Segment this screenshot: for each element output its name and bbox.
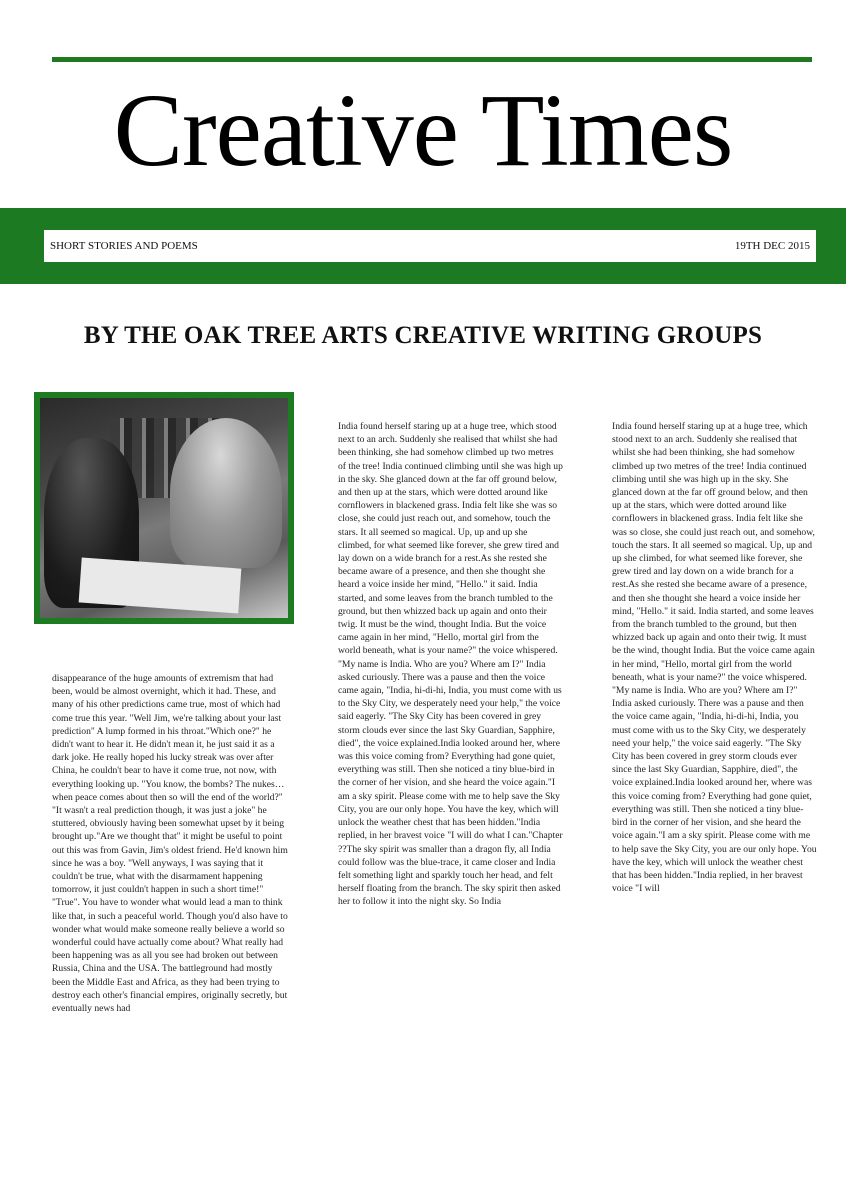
masthead-top-rule [52, 57, 812, 62]
story-column-1: disappearance of the huge amounts of extremism that had been, would be almost overnight, which it had. These, and many of his other predictions came true, most of which had come true this year. "Well Jim, we're talking about your last prediction" A lump formed in his throat."Which one?" he didn't want to hear it. He didn't mean it, he just said it as a dark joke. He really hoped his lucky streak was over after China, he couldn't bear to have it come true, not now, with everything looking up. "You know, the bombs? The nukes… when peace comes about then so will the end of the world?" "It wasn't a real prediction though, it was just a joke" he stuttered, obviously having been somewhat upset by it being brought up."Are we thought that" it might be useful to point out this was from Gavin, Jim's oldest friend. He'd known him since he was a boy. "Well anyways, I was saying that it couldn't be true, what with the disarmament happening tomorrow, it just couldn't happen in such a short time!" "True". You have to wonder what would lead a man to think like that, in such a peaceful world. Though you'd also have to wonder what would make someone really believe a world so wonderful could have actually come about? What really had been happening was as all you see had broken out between Russia, China and the USA. The battleground had mostly been the Middle East and Africa, as they had been trying to destroy each other's financial empires, originally secretly, but eventually news had [52, 673, 288, 1015]
masthead-band [0, 208, 846, 284]
story-column-2: India found herself staring up at a huge tree, which stood next to an arch. Suddenly she realised that whilst she had been thinking, she had somehow climbed up two metres of the tree! India continued climbing until she was high up in the sky. She glanced down at the far off ground below, and then up at the stars, which were dotted around like cornflowers in blackened grass. India felt like she was so close, she could just reach out, and somehow, touch the stars. It all seemed so magical. Up, up and up she climbed, for what seemed like forever, she grew tired and lay down on a wide branch for a rest.As she rested she became aware of a presence, and then she thought she heard a voice inside her mind, "Hello." it said. India started, and some leaves from the branch tumbled to the ground, but then whizzed back up again and onto their twig. It must be the wind, thought India. But the voice came again in her mind, "Hello, mortal girl from the world beneath, what is your name?" the voice whispered. "My name is India. Who are you? Where am I?" India asked curiously. There was a pause and then the voice came again, "India, hi-di-hi, India, you must come with us to the Sky City, we desperately need your help," the voice said eagerly. "The Sky City has been covered in grey storm clouds ever since the last Sky Guardian, Sapphire, died", the voice explained.India looked around her, where was this voice coming from? Everything had gone quiet, everything was still. Then she noticed a tiny blue-bird in the corner of her vision, and she heard the voice again."I am a sky spirit. Please come with me to help save the Sky City, you are our only hope. You have the key, which will unlock the weather chest that has been hidden."India replied, in her bravest voice "I will do what I can."Chapter ??The sky spirit was smaller than a dragon fly, all India could follow was the blue-trace, it came closer and India felt something light and sparkly touch her head, and felt herself floating from the branch. The sky spirit then asked her to follow it into the night sky. So India [338, 421, 563, 908]
masthead-info-strip [44, 230, 816, 262]
section-label: SHORT STORIES AND POEMS [50, 240, 198, 252]
story-column-3: India found herself staring up at a huge tree, which stood next to an arch. Suddenly she realised that whilst she had been thinking, she had somehow climbed up two metres of the tree! India continued climbing until she was high up in the sky. She glanced down at the far off ground below, and then up at the stars, which were dotted around like cornflowers in blackened grass. India felt like she was so close, she could just reach out, and somehow, touch the stars. It all seemed so magical. Up, up and up she climbed, for what seemed like forever, she grew tired and lay down on a wide branch for a rest.As she rested she became aware of a presence, and then she thought she heard a voice inside her mind, "Hello." it said. India started, and some leaves from the branch tumbled to the ground, but then whizzed back up again and onto their twig. It must be the wind, thought India. But the voice came again in her mind, "Hello, mortal girl from the world beneath, what is your name?" the voice whispered. "My name is India. Who are you? Where am I?" India asked curiously. There was a pause and then the voice came again, "India, hi-di-hi, India, you must come with us to the Sky City, we desperately need your help," the voice said eagerly. "The Sky City has been covered in grey storm clouds ever since the last Sky Guardian, Sapphire, died", the voice explained.India looked around her, where was this voice coming from? Everything had gone quiet, everything was still. Then she noticed a tiny blue-bird in the corner of her vision, and she heard the voice again."I am a sky spirit. Please come with me to help save the Sky City, you are our only hope. You have the key, which will unlock the weather chest that has been hidden."India replied, in her bravest voice "I will [612, 421, 817, 895]
photo-image [40, 398, 288, 618]
masthead-title: Creative Times [113, 73, 733, 188]
photo-person-right [170, 418, 282, 568]
byline-heading: BY THE OAK TREE ARTS CREATIVE WRITING GROUPS [83, 322, 763, 349]
issue-date: 19TH DEC 2015 [734, 240, 810, 252]
feature-photo [34, 392, 294, 624]
